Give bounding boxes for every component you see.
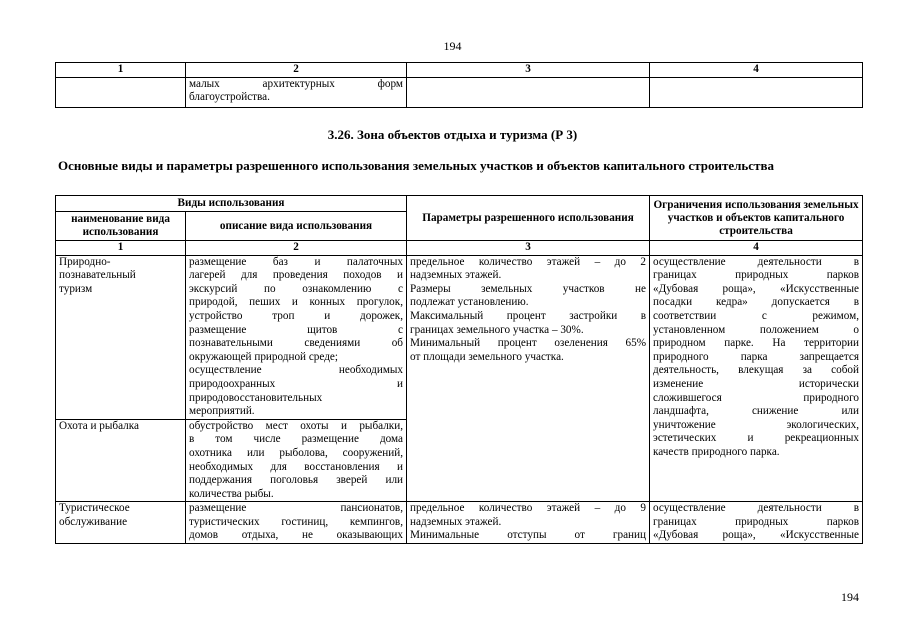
continuation-cell-description: [186, 77, 407, 107]
cell-restrictions: [650, 502, 863, 544]
table-row: [56, 255, 863, 419]
text-line: предельное количество этажей – до 9: [410, 502, 647, 515]
text-line: от площади земельного участка.: [410, 350, 564, 363]
text-line: познавательными сведениями об: [189, 337, 404, 350]
column-number-4: 4: [650, 241, 863, 256]
text-line: надземных этажей.: [410, 269, 502, 282]
text-line: окружающей природной среде;: [189, 350, 338, 363]
text-line: природном парке. На территории: [653, 337, 860, 350]
continuation-cell-parameters: [407, 77, 650, 107]
text-line: обустройство мест охоты и рыбалки,: [189, 419, 404, 432]
text-line: обслуживание: [59, 515, 128, 528]
text-line: установленном положением о: [653, 323, 860, 336]
continuation-cell-name: [56, 77, 186, 107]
text-line: природой, пеших и конных прогулок,: [189, 296, 404, 309]
column-number-2: 2: [186, 241, 407, 256]
text-line: ландшафта, снижение или: [653, 405, 860, 418]
cell-name: [56, 502, 186, 544]
text-line: осуществление деятельности в: [653, 502, 860, 515]
cell-parameters: [407, 255, 650, 502]
cell-description: [186, 419, 407, 502]
text-line: Максимальный процент застройки в: [410, 309, 647, 322]
header-types-of-use: Виды использования: [56, 196, 407, 212]
text-line: «Дубовая роща», «Искусственные: [653, 282, 860, 295]
text-line: надземных этажей.: [410, 515, 502, 528]
table-row: [56, 502, 863, 544]
text-line: размещение щитов с: [189, 323, 404, 336]
text-line: уничтожение экологических,: [653, 418, 860, 431]
cell-description: [186, 255, 407, 419]
column-number-1: 1: [56, 63, 186, 78]
column-number-3: 3: [407, 241, 650, 256]
text-line: размещение баз и палаточных: [189, 255, 404, 268]
text-line: туризм: [59, 282, 93, 295]
text-line: осуществление необходимых: [189, 364, 404, 377]
text-line: благоустройства.: [189, 91, 270, 104]
text-line: соответствии с режимом,: [653, 309, 860, 322]
text-line: изменение исторически: [653, 377, 860, 390]
page-number-top: 194: [443, 39, 462, 53]
text-line: туристических гостиниц, кемпингов,: [189, 515, 404, 528]
cell-name: [56, 419, 186, 502]
column-number-2: 2: [186, 63, 407, 78]
zone-title: 3.26. Зона объектов отдыха и туризма (Р 3): [327, 127, 578, 142]
section-heading: Основные виды и параметры разрешенного использования земельных участков и объектов капитального строительства: [58, 158, 774, 173]
text-line: Охота и рыбалка: [59, 419, 139, 432]
text-line: экскурсий по ознакомлению с: [189, 282, 404, 295]
continuation-cell-restrictions: [650, 77, 863, 107]
land-use-table: [55, 195, 863, 544]
text-line: границах природных парков: [653, 269, 860, 282]
column-number-3: 3: [407, 63, 650, 78]
text-line: необходимых для восстановления и: [189, 460, 404, 473]
header-parameters: Параметры разрешенного использования: [407, 196, 650, 241]
header-restrictions: Ограничения использования земельных участков и объектов капитального строительства: [650, 196, 863, 241]
text-line: устройство троп и дорожек,: [189, 309, 404, 322]
text-line: границах земельного участка – 30%.: [410, 323, 584, 336]
text-line: малых архитектурных форм: [189, 77, 403, 90]
text-line: Размеры земельных участков не: [410, 282, 647, 295]
text-line: предельное количество этажей – до 2: [410, 255, 647, 268]
text-line: природовосстановительных: [189, 391, 323, 404]
text-line: природоохранных и: [189, 377, 404, 390]
text-line: охотника или рыболова, сооружений,: [189, 446, 404, 459]
cell-parameters: [407, 502, 650, 544]
text-line: Минимальный процент озеленения 65%: [410, 337, 647, 350]
text-line: мероприятий.: [189, 405, 255, 418]
text-line: качеств природного парка.: [653, 445, 780, 458]
cell-name: [56, 255, 186, 419]
text-line: Туристическое: [59, 502, 130, 515]
text-line: Природно-: [59, 255, 111, 268]
text-line: сложившегося природного: [653, 391, 860, 404]
text-line: в том числе размещение дома: [189, 433, 404, 446]
text-line: Минимальные отступы от границ: [410, 529, 647, 542]
text-line: посадки кедра» допускается в: [653, 296, 860, 309]
text-line: домов отдыха, не оказывающих: [189, 529, 404, 542]
cell-restrictions: [650, 255, 863, 502]
header-description-of-use: описание вида использования: [186, 212, 407, 241]
text-line: размещение пансионатов,: [189, 502, 404, 515]
column-number-1: 1: [56, 241, 186, 256]
text-line: подлежат установлению.: [410, 296, 529, 309]
column-number-4: 4: [650, 63, 863, 78]
text-line: эстетических и рекреационных: [653, 432, 860, 445]
text-line: количества рыбы.: [189, 487, 274, 500]
cell-description: [186, 502, 407, 544]
continuation-table: [55, 62, 863, 108]
text-line: лагерей для проведения походов и: [189, 269, 404, 282]
header-name-of-use: наименование вида использования: [56, 212, 186, 241]
page-number-bottom: 194: [841, 590, 859, 604]
text-line: «Дубовая роща», «Искусственные: [653, 529, 860, 542]
text-line: осуществление деятельности в: [653, 255, 860, 268]
text-line: деятельность, влекущая за собой: [653, 364, 860, 377]
text-line: границах природных парков: [653, 515, 860, 528]
text-line: природного парка запрещается: [653, 350, 860, 363]
text-line: познавательный: [59, 269, 136, 282]
text-line: поддержания поголовья зверей или: [189, 474, 404, 487]
